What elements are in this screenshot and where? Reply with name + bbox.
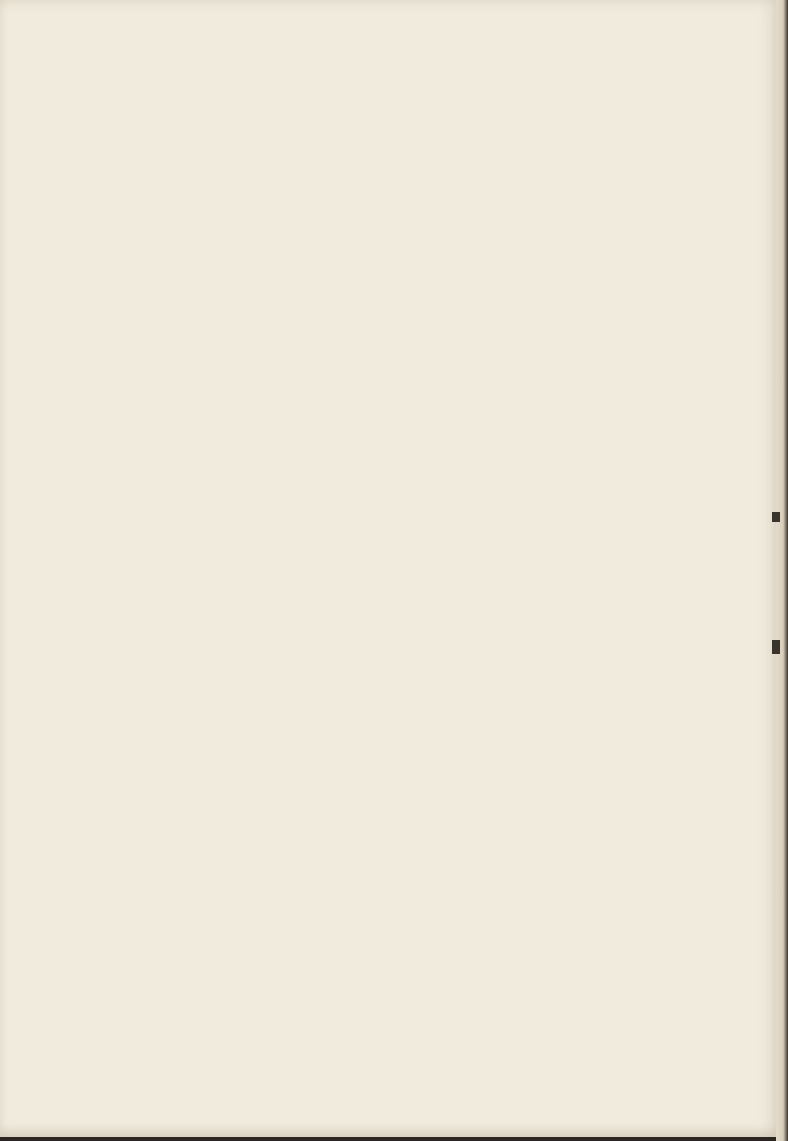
column-header-coef (476, 403, 601, 421)
data-table (281, 403, 601, 421)
edge-mark (772, 640, 780, 654)
page-edge (776, 0, 788, 1141)
column-header-n-prime (356, 403, 476, 421)
edge-mark (772, 512, 780, 522)
running-header (180, 88, 680, 104)
table-header-row (281, 403, 601, 421)
column-header-anos (281, 403, 356, 421)
